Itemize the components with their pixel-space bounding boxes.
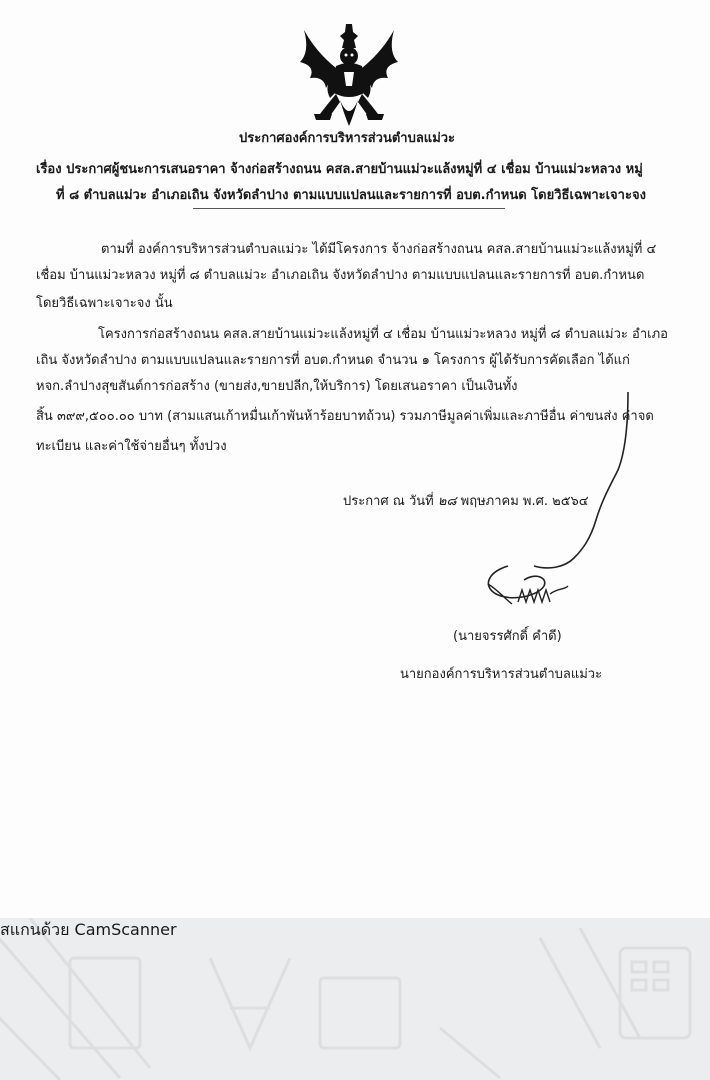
subject-line-2: ที่ ๘ ตำบลแม่วะ อำเภอเถิน จังหวัดลำปาง ตามแบบแปลนและรายการที่ อบต.กำหนด โดยวิธีเฉพาะเจาะจง (56, 188, 646, 203)
header-divider (193, 208, 505, 209)
announce-day: ๒๘ (437, 494, 457, 509)
para2-line-3: หจก.ลำปางสุขสันต์การก่อสร้าง (ขายส่ง,ขายปลีก,ให้บริการ) โดยเสนอราคา เป็นเงินทั้ง (36, 379, 518, 394)
org-heading: ประกาศองค์การบริหารส่วนตำบลแม่วะ (239, 131, 456, 146)
para1-line-1: ตามที่ องค์การบริหารส่วนตำบลแม่วะ ได้มีโครงการ จ้างก่อสร้างถนน คสล.สายบ้านแม่วะแล้งหมู่ที่ ๔ (101, 242, 657, 257)
subject-line-1: เรื่อง ประกาศผู้ชนะการเสนอราคา จ้างก่อสร้างถนน คสล.สายบ้านแม่วะแล้งหมู่ที่ ๔ เชื่อม บ้านแม่วะหลวง หมู่ (36, 162, 643, 177)
announce-prefix: ประกาศ ณ วันที่ (343, 494, 434, 509)
camscanner-label: สแกนด้วย CamScanner (0, 920, 177, 939)
para1-line-2: เชื่อม บ้านแม่วะหลวง หมู่ที่ ๘ ตำบลแม่วะ อำเภอเถิน จังหวัดลำปาง ตามแบบแปลนและรายการที่ อบต.กำหนด (36, 268, 645, 283)
handwritten-signature (478, 390, 648, 620)
para2-line-5: ทะเบียน และค่าใช้จ่ายอื่นๆ ทั้งปวง (36, 439, 227, 454)
para2-line-4: สิ้น ๓๙๙,๕๐๐.๐๐ บาท (สามแสนเก้าหมื่นเก้าพันห้าร้อยบาทถ้วน) รวมภาษีมูลค่าเพิ่มและภาษีอื่น ค่าขนส่ง ค่าจด (36, 409, 654, 424)
signer-name: (นายจรรศักดิ์ คำดี) (453, 629, 562, 644)
para2-line-1: โครงการก่อสร้างถนน คสล.สายบ้านแม่วะแล้งหมู่ที่ ๔ เชื่อม บ้านแม่วะหลวง หมู่ที่ ๘ ตำบลแม่วะ อำเภอ (98, 327, 668, 342)
para1-line-3: โดยวิธีเฉพาะเจาะจง นั้น (36, 296, 173, 311)
signer-position: นายกองค์การบริหารส่วนตำบลแม่วะ (400, 667, 603, 682)
para2-line-2: เถิน จังหวัดลำปาง ตามแบบแปลนและรายการที่ อบต.กำหนด จำนวน ๑ โครงการ ผู้ได้รับการคัดเลือก ได้แก่ (36, 353, 630, 368)
announce-month-year: พฤษภาคม พ.ศ. ๒๕๖๔ (460, 494, 589, 509)
garuda-emblem-icon (296, 22, 402, 130)
